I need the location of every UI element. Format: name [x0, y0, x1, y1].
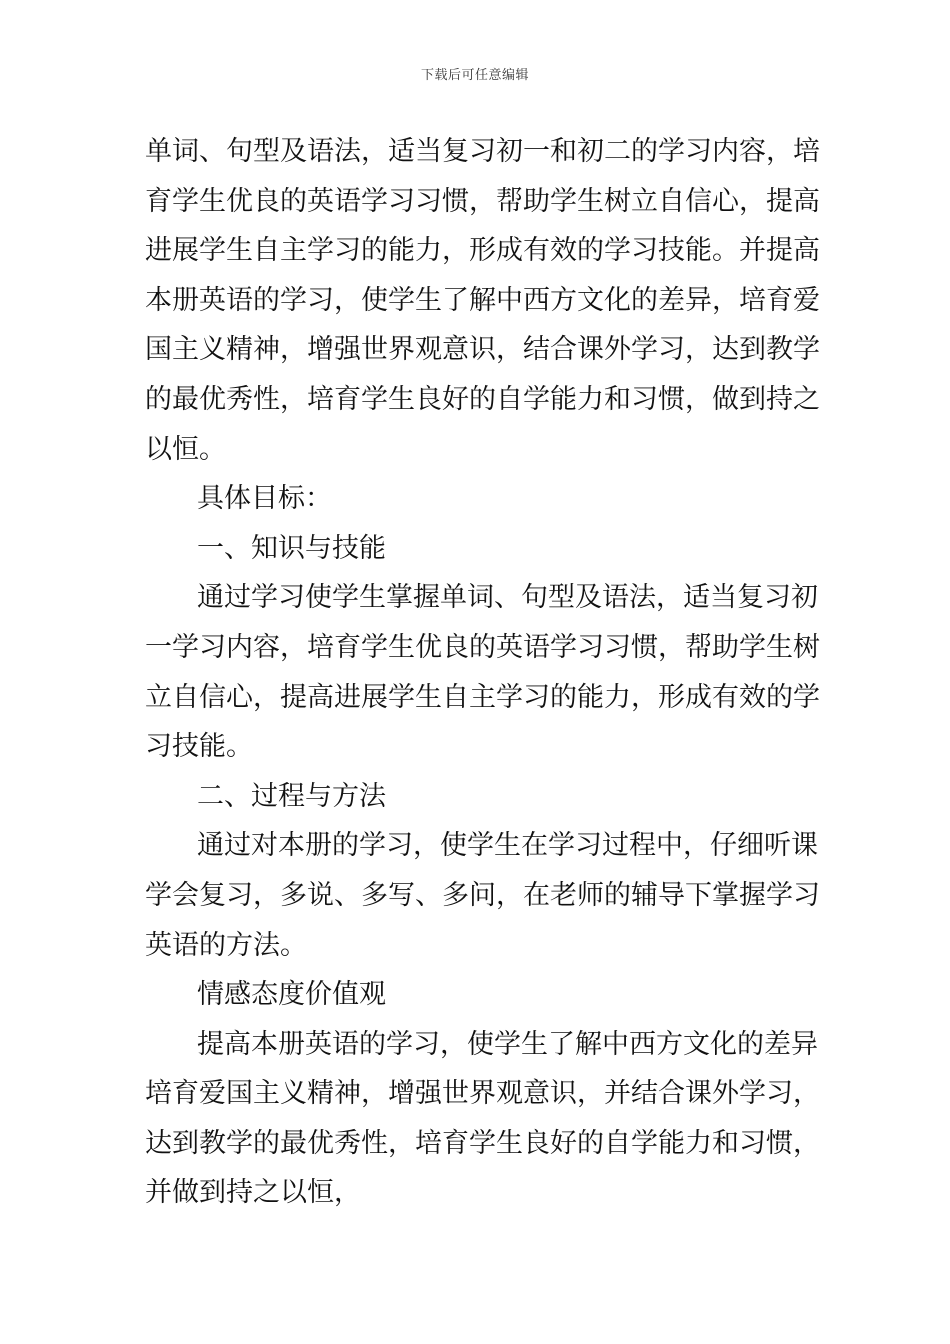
page-header: 下载后可任意编辑: [420, 68, 529, 83]
text-line: 进展学生自主学习的能力，形成有效的学习技能。并提高: [145, 235, 820, 267]
section-heading-attitude: 情感态度价值观: [197, 979, 386, 1011]
text-line: 通过学习使学生掌握单词、句型及语法，适当复习初: [197, 582, 818, 614]
text-line: 以恒。: [145, 433, 226, 465]
text-line: 培育爱国主义精神，增强世界观意识，并结合课外学习，: [145, 1078, 820, 1110]
text-line: 一学习内容，培育学生优良的英语学习习惯，帮助学生树: [145, 631, 820, 663]
text-line: 通过对本册的学习，使学生在学习过程中，仔细听课: [197, 830, 818, 862]
text-line: 提高本册英语的学习，使学生了解中西方文化的差异: [197, 1028, 818, 1060]
text-line: 并做到持之以恒，: [145, 1177, 361, 1209]
text-line: 单词、句型及语法，适当复习初一和初二的学习内容，培: [145, 136, 820, 167]
section-heading-process: 二、过程与方法: [197, 780, 386, 812]
text-line: 达到教学的最优秀性，培育学生良好的自学能力和习惯，: [145, 1127, 820, 1159]
section-heading-goals: 具体目标：: [197, 483, 332, 515]
text-line: 育学生优良的英语学习习惯，帮助学生树立自信心，提高: [145, 185, 820, 217]
document-body: [145, 127, 820, 1218]
text-line: 立自信心，提高进展学生自主学习的能力，形成有效的学: [145, 681, 820, 713]
text-line: 国主义精神，增强世界观意识，结合课外学习，达到教学: [145, 334, 820, 366]
text-line: 本册英语的学习，使学生了解中西方文化的差异，培育爱: [145, 284, 820, 316]
text-line: 习技能。: [145, 731, 253, 763]
text-line: 的最优秀性，培育学生良好的自学能力和习惯，做到持之: [145, 383, 820, 415]
text-line: 学会复习，多说、多写、多问，在老师的辅导下掌握学习: [145, 879, 820, 911]
section-heading-knowledge: 一、知识与技能: [197, 532, 386, 564]
text-line: 英语的方法。: [145, 929, 307, 961]
